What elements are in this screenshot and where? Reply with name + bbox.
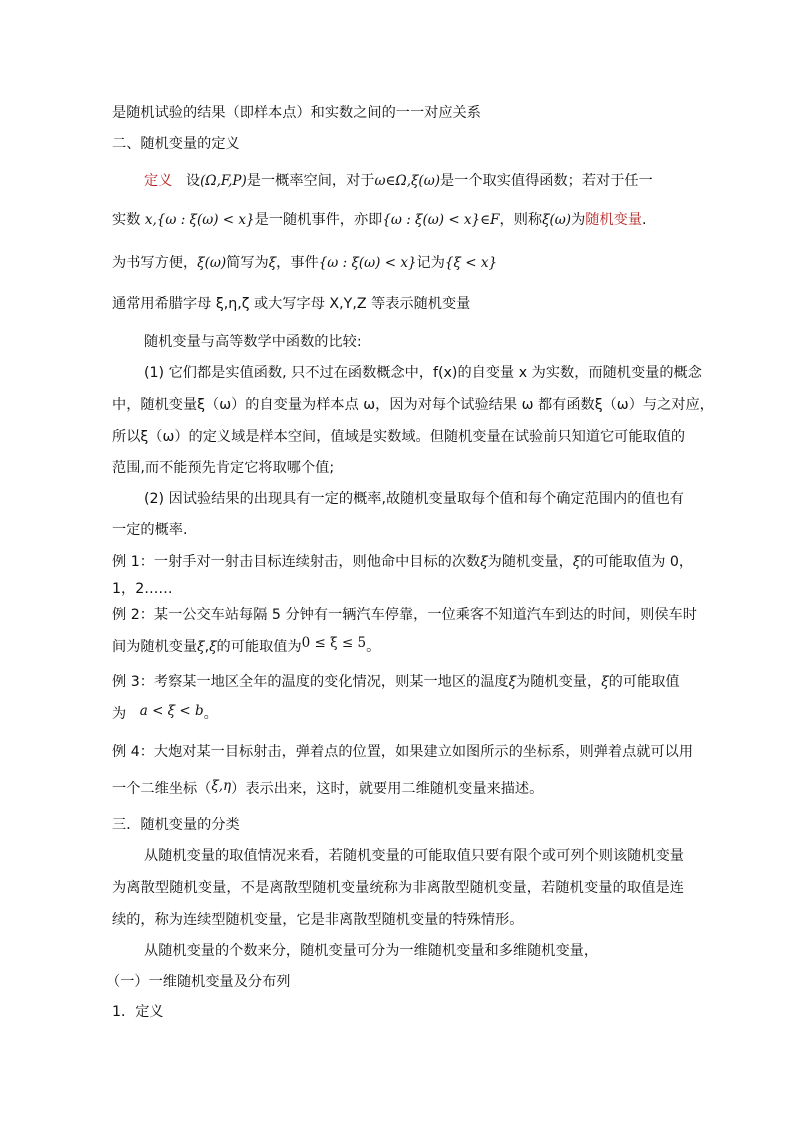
example-text: 的可能取值为 0， <box>580 554 694 570</box>
convention-text: 为书写方便， <box>112 255 198 271</box>
example-1-line-1 <box>112 552 694 572</box>
example-text: 的可能取值 <box>608 674 680 690</box>
definition-text: 是一概率空间，对于 <box>246 173 375 189</box>
math-xi: ξ <box>508 674 517 690</box>
convention-line <box>112 253 684 273</box>
definition-text: 为 <box>571 212 586 228</box>
classification-line-3: 续的，称为连续型随机变量，它是非离散型随机变量的特殊情形。 <box>112 912 524 928</box>
example-text: 为随机变量， <box>487 554 573 570</box>
math-event: {ω : ξ(ω) < x} <box>318 255 417 271</box>
math-short-event: {ξ < x} <box>444 255 498 271</box>
example-1-line-2: 1，2…… <box>112 581 173 597</box>
definition-line-2 <box>112 210 684 230</box>
classification-line-2: 为离散型随机变量，不是离散型随机变量统称为非离散型随机变量，若随机变量的取值是连 <box>112 880 684 896</box>
definition-text: . <box>642 212 647 228</box>
section-heading-definition: 二、随机变量的定义 <box>112 136 240 152</box>
example-text: 一个二维坐标（ <box>112 781 212 797</box>
comparison-point-2-line-2: 一定的概率. <box>112 522 188 538</box>
intro-text: 是随机试验的结果（即样本点）和实数之间的一一对应关系 <box>112 105 481 121</box>
example-text: 。 <box>203 706 218 722</box>
definition-text: 是一随机事件，亦即 <box>254 212 383 228</box>
classification-line-4: 从随机变量的个数来分，随机变量可分为一维随机变量和多维随机变量， <box>144 943 599 959</box>
example-text: 例 1：一射手对一射击目标连续射击，则他命中目标的次数 <box>112 554 481 570</box>
example-text: 例 3：考察某一地区全年的温度的变化情况，则某一地区的温度 <box>112 674 509 690</box>
math-xi-eta: ξ,η <box>211 778 232 794</box>
definition-line-1 <box>144 171 684 191</box>
math-range: 0 ≤ ξ ≤ 5 <box>301 635 367 651</box>
math-omega: ω∈Ω,ξ(ω) <box>374 173 440 189</box>
example-text: 的可能取值为 <box>216 639 302 655</box>
comparison-point-1-line-3: 所以ξ（ω）的定义域是样本空间，值域是实数域。但随机变量在试验前只知道它可能取值的 <box>112 429 686 445</box>
example-3-line-2 <box>112 704 684 724</box>
comparison-point-2-line-1: (2) 因试验结果的出现具有一定的概率,故随机变量取每个值和每个确定范围内的值也有 <box>144 491 684 507</box>
definition-text: 设 <box>185 173 201 189</box>
example-text: 间为随机变量 <box>112 639 198 655</box>
definition-label: 定义 <box>144 173 173 189</box>
example-2-line-1: 例 2：某一公交车站每隔 5 分钟有一辆汽车停靠，一位乘客不知道汽车到达的时间，则侯车时 <box>112 607 697 623</box>
math-event-in-f: {ω : ξ(ω) < x}∈F <box>382 212 500 228</box>
example-text: 为随机变量， <box>516 674 602 690</box>
comparison-title: 随机变量与高等数学中函数的比较: <box>144 334 362 350</box>
example-2-line-2 <box>112 637 684 657</box>
math-xi: ξ <box>197 639 205 655</box>
definition-text: 是一个取实值得函数；若对于任一 <box>439 173 653 189</box>
math-event: x,{ω : ξ(ω) < x} <box>144 212 255 228</box>
math-xi: ξ <box>268 255 277 271</box>
definition-text: ，则称 <box>499 212 543 228</box>
example-text: 。 <box>366 639 381 655</box>
math-xi: ξ <box>601 674 609 690</box>
definition-text: 实数 <box>112 212 141 228</box>
math-xi: ξ <box>209 639 217 655</box>
definition-heading: 1．定义 <box>112 1004 164 1020</box>
convention-text: 记为 <box>416 255 445 271</box>
math-xi: ξ <box>480 554 488 570</box>
comparison-point-1-line-2: 中，随机变量ξ（ω）的自变量为样本点 ω，因为对每个试验结果 ω 都有函数ξ（ω）与之对应， <box>112 397 714 413</box>
math-xi-omega: ξ(ω) <box>197 255 227 271</box>
section-heading-classification: 三．随机变量的分类 <box>112 817 240 833</box>
convention-text: 简写为 <box>226 255 269 271</box>
convention-text: ，事件 <box>276 255 319 271</box>
greek-letters-text: 通常用希腊字母 ξ,η,ζ 或大写字母 X,Y,Z 等表示随机变量 <box>112 296 471 312</box>
math-probability-space: (Ω,F,P) <box>200 173 247 189</box>
term-random-variable: 随机变量 <box>585 212 643 228</box>
example-3-line-1 <box>112 672 684 692</box>
subsection-heading: （一）一维随机变量及分布列 <box>106 974 291 990</box>
comparison-point-1-line-1: (1) 它们都是实值函数, 只不过在函数概念中，f(x)的自变量 x 为实数，而随机变量的概念 <box>144 365 702 381</box>
example-text: , <box>204 639 210 655</box>
math-xi-omega: ξ(ω) <box>542 212 572 228</box>
math-range: a < ξ < b <box>139 703 204 719</box>
example-4-line-1: 例 4：大炮对某一目标射击，弹着点的位置，如果建立如图所示的坐标系，则弹着点就可以用 <box>112 744 694 760</box>
math-xi: ξ <box>572 554 581 570</box>
example-text: ）表示出来，这时，就要用二维随机变量来描述。 <box>231 781 544 797</box>
comparison-point-1-line-4: 范围,而不能预先肯定它将取哪个值; <box>112 460 335 476</box>
example-text: 为 <box>112 706 127 722</box>
example-4-line-2 <box>112 779 684 799</box>
classification-line-1: 从随机变量的取值情况来看，若随机变量的可能取值只要有限个或可列个则该随机变量 <box>144 848 684 864</box>
